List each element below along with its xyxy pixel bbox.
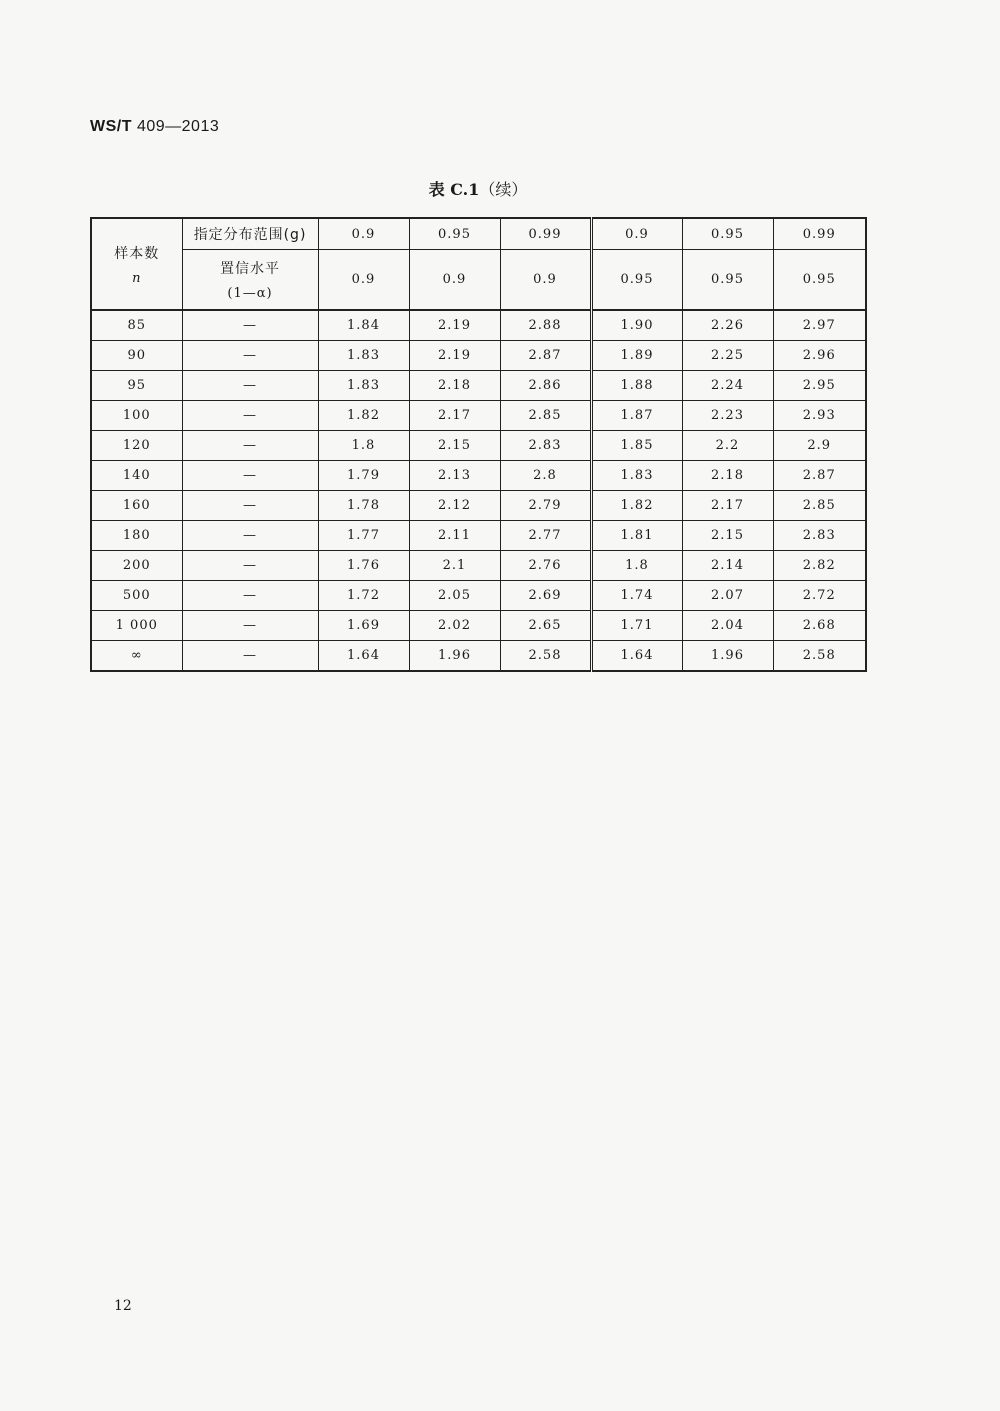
factor-value-cell: 1.89: [591, 341, 682, 371]
factor-value-cell: 2.23: [682, 401, 773, 431]
dash-cell: —: [182, 551, 318, 581]
factor-value-cell: 2.68: [773, 611, 866, 641]
factor-value-cell: 1.79: [318, 461, 409, 491]
factor-value-cell: 2.07: [682, 581, 773, 611]
g-value-cell: 0.99: [773, 218, 866, 250]
table-row: [91, 310, 866, 341]
factor-value-cell: 2.87: [500, 341, 591, 371]
table-row: [91, 491, 866, 521]
document-code-prefix: WS/T: [90, 118, 132, 135]
factor-value-cell: 1.78: [318, 491, 409, 521]
factor-value-cell: 2.26: [682, 310, 773, 341]
g-value-cell: 0.95: [682, 218, 773, 250]
factor-value-cell: 2.97: [773, 310, 866, 341]
sample-size-header: [91, 218, 182, 310]
header-row-distribution-range: [91, 218, 866, 250]
factor-value-cell: 2.14: [682, 551, 773, 581]
sample-size-cell: ∞: [91, 641, 182, 672]
table-row: [91, 611, 866, 641]
factor-value-cell: 2.19: [409, 341, 500, 371]
factor-value-cell: 1.64: [591, 641, 682, 672]
factor-value-cell: 1.64: [318, 641, 409, 672]
factor-value-cell: 2.83: [773, 521, 866, 551]
factor-value-cell: 1.72: [318, 581, 409, 611]
table-row: [91, 521, 866, 551]
factor-value-cell: 2.18: [682, 461, 773, 491]
dash-cell: —: [182, 310, 318, 341]
factor-value-cell: 1.85: [591, 431, 682, 461]
confidence-value-cell: 0.95: [773, 250, 866, 311]
factor-value-cell: 1.82: [318, 401, 409, 431]
sample-size-cell: 100: [91, 401, 182, 431]
dash-cell: —: [182, 371, 318, 401]
dash-cell: —: [182, 521, 318, 551]
confidence-level-label: [182, 250, 318, 311]
confidence-value-cell: 0.9: [500, 250, 591, 311]
table-row: [91, 641, 866, 672]
factor-value-cell: 2.24: [682, 371, 773, 401]
document-code: [90, 118, 219, 136]
factor-value-cell: 2.76: [500, 551, 591, 581]
factor-value-cell: 1.74: [591, 581, 682, 611]
dash-cell: —: [182, 461, 318, 491]
factor-value-cell: 2.9: [773, 431, 866, 461]
factor-value-cell: 1.77: [318, 521, 409, 551]
factor-value-cell: 2.69: [500, 581, 591, 611]
dash-cell: —: [182, 641, 318, 672]
factor-value-cell: 2.15: [409, 431, 500, 461]
factor-value-cell: 2.95: [773, 371, 866, 401]
factor-value-cell: 2.77: [500, 521, 591, 551]
document-code-number: 409—2013: [136, 118, 220, 135]
factor-value-cell: 2.2: [682, 431, 773, 461]
factor-value-cell: 1.82: [591, 491, 682, 521]
table-row: [91, 581, 866, 611]
factor-value-cell: 1.90: [591, 310, 682, 341]
factor-value-cell: 1.8: [318, 431, 409, 461]
table-row: [91, 431, 866, 461]
factor-value-cell: 2.04: [682, 611, 773, 641]
confidence-value-cell: 0.9: [318, 250, 409, 311]
factor-value-cell: 2.82: [773, 551, 866, 581]
confidence-value-cell: 0.95: [591, 250, 682, 311]
dash-cell: —: [182, 581, 318, 611]
factor-value-cell: 2.11: [409, 521, 500, 551]
sample-size-cell: 140: [91, 461, 182, 491]
table-caption-suffix: （续）: [479, 180, 528, 199]
factor-value-cell: 2.17: [682, 491, 773, 521]
table-row: [91, 371, 866, 401]
dash-cell: —: [182, 341, 318, 371]
factor-value-cell: 1.83: [318, 371, 409, 401]
confidence-level-label-formula: (1—α): [227, 286, 273, 301]
sample-size-cell: 160: [91, 491, 182, 521]
table-caption: [0, 177, 956, 200]
factor-value-cell: 2.88: [500, 310, 591, 341]
factor-value-cell: 1.8: [591, 551, 682, 581]
factor-value-cell: 1.87: [591, 401, 682, 431]
factor-value-cell: 2.58: [773, 641, 866, 672]
dash-cell: —: [182, 431, 318, 461]
factor-value-cell: 2.19: [409, 310, 500, 341]
factor-value-cell: 2.96: [773, 341, 866, 371]
tolerance-factor-table: [90, 217, 867, 672]
factor-value-cell: 2.15: [682, 521, 773, 551]
factor-value-cell: 2.05: [409, 581, 500, 611]
sample-size-header-symbol: n: [132, 270, 142, 286]
factor-value-cell: 2.87: [773, 461, 866, 491]
factor-value-cell: 2.83: [500, 431, 591, 461]
dash-cell: —: [182, 491, 318, 521]
factor-value-cell: 2.86: [500, 371, 591, 401]
factor-value-cell: 2.85: [500, 401, 591, 431]
g-value-cell: 0.9: [318, 218, 409, 250]
factor-value-cell: 1.83: [318, 341, 409, 371]
sample-size-header-label: 样本数: [114, 245, 160, 262]
factor-value-cell: 1.76: [318, 551, 409, 581]
factor-value-cell: 1.71: [591, 611, 682, 641]
factor-value-cell: 2.17: [409, 401, 500, 431]
confidence-level-label-text: 置信水平: [220, 261, 280, 277]
factor-value-cell: 1.88: [591, 371, 682, 401]
factor-value-cell: 1.96: [682, 641, 773, 672]
table-row: [91, 461, 866, 491]
sample-size-cell: 120: [91, 431, 182, 461]
factor-value-cell: 2.12: [409, 491, 500, 521]
factor-value-cell: 2.72: [773, 581, 866, 611]
factor-value-cell: 2.1: [409, 551, 500, 581]
table-row: [91, 341, 866, 371]
table-caption-label: 表 C.1: [428, 180, 480, 199]
factor-value-cell: 2.58: [500, 641, 591, 672]
sample-size-cell: 200: [91, 551, 182, 581]
g-value-cell: 0.9: [591, 218, 682, 250]
page-number: 12: [114, 1298, 132, 1314]
factor-value-cell: 2.93: [773, 401, 866, 431]
sample-size-cell: 500: [91, 581, 182, 611]
sample-size-cell: 90: [91, 341, 182, 371]
factor-value-cell: 1.69: [318, 611, 409, 641]
factor-value-cell: 2.79: [500, 491, 591, 521]
sample-size-cell: 180: [91, 521, 182, 551]
table-row: [91, 551, 866, 581]
sample-size-cell: 1 000: [91, 611, 182, 641]
confidence-value-cell: 0.9: [409, 250, 500, 311]
sample-size-cell: 95: [91, 371, 182, 401]
factor-value-cell: 2.85: [773, 491, 866, 521]
distribution-range-label: 指定分布范围(g): [182, 218, 318, 250]
dash-cell: —: [182, 611, 318, 641]
factor-value-cell: 2.65: [500, 611, 591, 641]
factor-value-cell: 2.02: [409, 611, 500, 641]
factor-value-cell: 2.13: [409, 461, 500, 491]
header-row-confidence-level: [91, 250, 866, 311]
g-value-cell: 0.99: [500, 218, 591, 250]
factor-value-cell: 2.8: [500, 461, 591, 491]
table-row: [91, 401, 866, 431]
factor-value-cell: 2.18: [409, 371, 500, 401]
confidence-value-cell: 0.95: [682, 250, 773, 311]
factor-value-cell: 1.83: [591, 461, 682, 491]
dash-cell: —: [182, 401, 318, 431]
g-value-cell: 0.95: [409, 218, 500, 250]
factor-value-cell: 1.96: [409, 641, 500, 672]
sample-size-cell: 85: [91, 310, 182, 341]
factor-value-cell: 1.84: [318, 310, 409, 341]
factor-value-cell: 1.81: [591, 521, 682, 551]
factor-value-cell: 2.25: [682, 341, 773, 371]
